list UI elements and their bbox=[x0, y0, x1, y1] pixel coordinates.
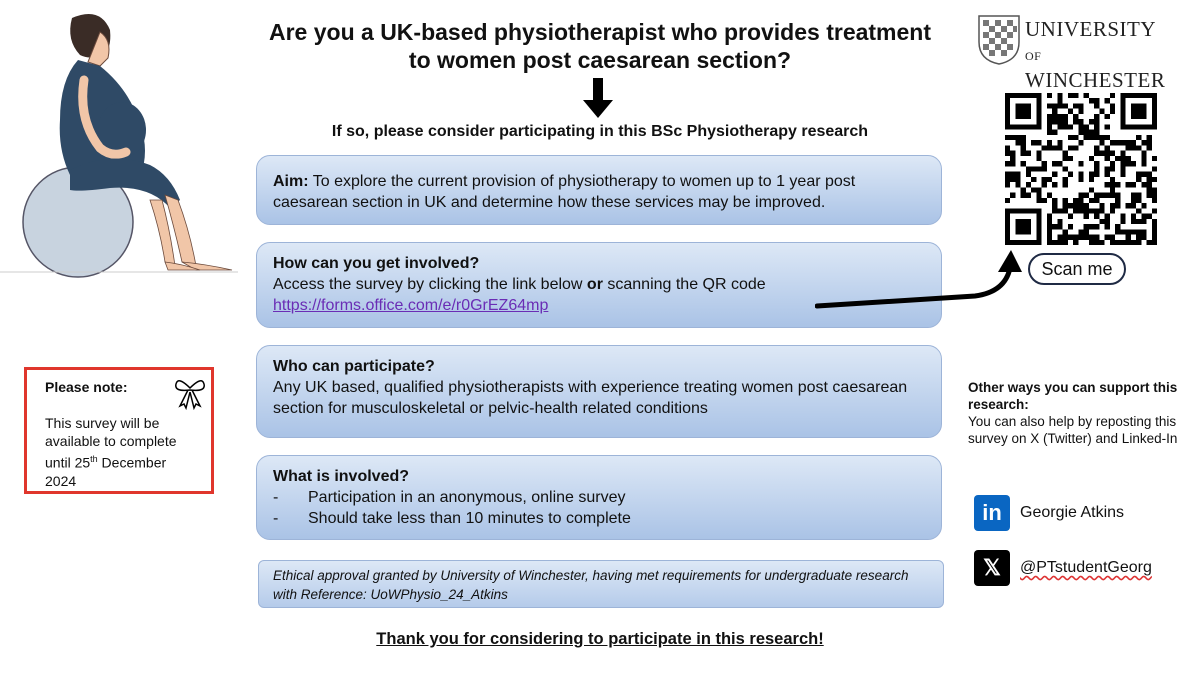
what-heading: What is involved? bbox=[273, 468, 410, 485]
participate-heading: Who can participate? bbox=[273, 358, 435, 375]
aim-label: Aim: bbox=[273, 173, 309, 190]
other-ways-section bbox=[968, 379, 1188, 447]
university-crest-icon bbox=[977, 14, 1021, 66]
other-heading: Other ways you can support this research: bbox=[968, 380, 1178, 412]
thank-you-text: Thank you for considering to participate in this research! bbox=[376, 630, 824, 648]
ethics-note: Ethical approval granted by University of Winchester, having met requirements for undergraduate research with Reference: UoWPhysio_24_Atkins bbox=[258, 560, 944, 608]
aim-box bbox=[256, 155, 942, 225]
linkedin-icon: in bbox=[974, 495, 1010, 531]
involved-text-after: scanning the QR code bbox=[602, 276, 766, 293]
title-line-2: to women post caesarean section? bbox=[408, 47, 792, 73]
linkedin-entry[interactable] bbox=[974, 495, 1124, 531]
down-arrow-icon bbox=[583, 78, 613, 120]
list-item: - Should take less than 10 minutes to complete bbox=[273, 510, 631, 527]
linkedin-name: Georgie Atkins bbox=[1020, 504, 1125, 521]
involved-heading: How can you get involved? bbox=[273, 255, 480, 272]
title-line-1: Are you a UK-based physiotherapist who provides treatment bbox=[268, 19, 932, 45]
participate-text: Any UK based, qualified physiotherapists with experience treating women post caesarean section for musculoskeletal or pelvic-health related conditions bbox=[273, 379, 908, 417]
qr-code[interactable] bbox=[1005, 93, 1157, 245]
note-title: Please note: bbox=[45, 379, 128, 395]
other-text: You can also help by reposting this survey on X (Twitter) and Linked-In bbox=[968, 414, 1178, 446]
participate-box bbox=[256, 345, 942, 438]
list-item: - Participation in an anonymous, online survey bbox=[273, 489, 626, 506]
university-name: UNIVERSITY OF WINCHESTER bbox=[1025, 17, 1166, 92]
x-entry[interactable] bbox=[974, 550, 1152, 586]
involved-or: or bbox=[586, 276, 603, 293]
what-box bbox=[256, 455, 942, 540]
please-note-box bbox=[24, 367, 214, 494]
note-text: This survey will be available to complete until 25th December 2024 bbox=[45, 415, 177, 489]
pregnant-woman-illustration bbox=[0, 0, 245, 280]
subtitle: If so, please consider participating in this BSc Physiotherapy research bbox=[331, 123, 869, 140]
survey-link[interactable]: https://forms.office.com/e/r0GrEZ64mp bbox=[273, 297, 549, 314]
curved-arrow-icon bbox=[815, 240, 1030, 315]
page-title bbox=[250, 18, 950, 74]
aim-text: To explore the current provision of physiotherapy to women up to 1 year post caesarean section in UK and determine how these services may be improved. bbox=[273, 173, 856, 211]
x-handle: @PTstudentGeorg bbox=[1020, 559, 1152, 576]
x-twitter-icon: 𝕏 bbox=[974, 550, 1010, 586]
involved-text-before: Access the survey by clicking the link below bbox=[273, 276, 587, 293]
university-logo bbox=[975, 14, 1175, 92]
scan-me-label: Scan me bbox=[1028, 253, 1126, 285]
ribbon-bow-icon bbox=[172, 376, 208, 410]
